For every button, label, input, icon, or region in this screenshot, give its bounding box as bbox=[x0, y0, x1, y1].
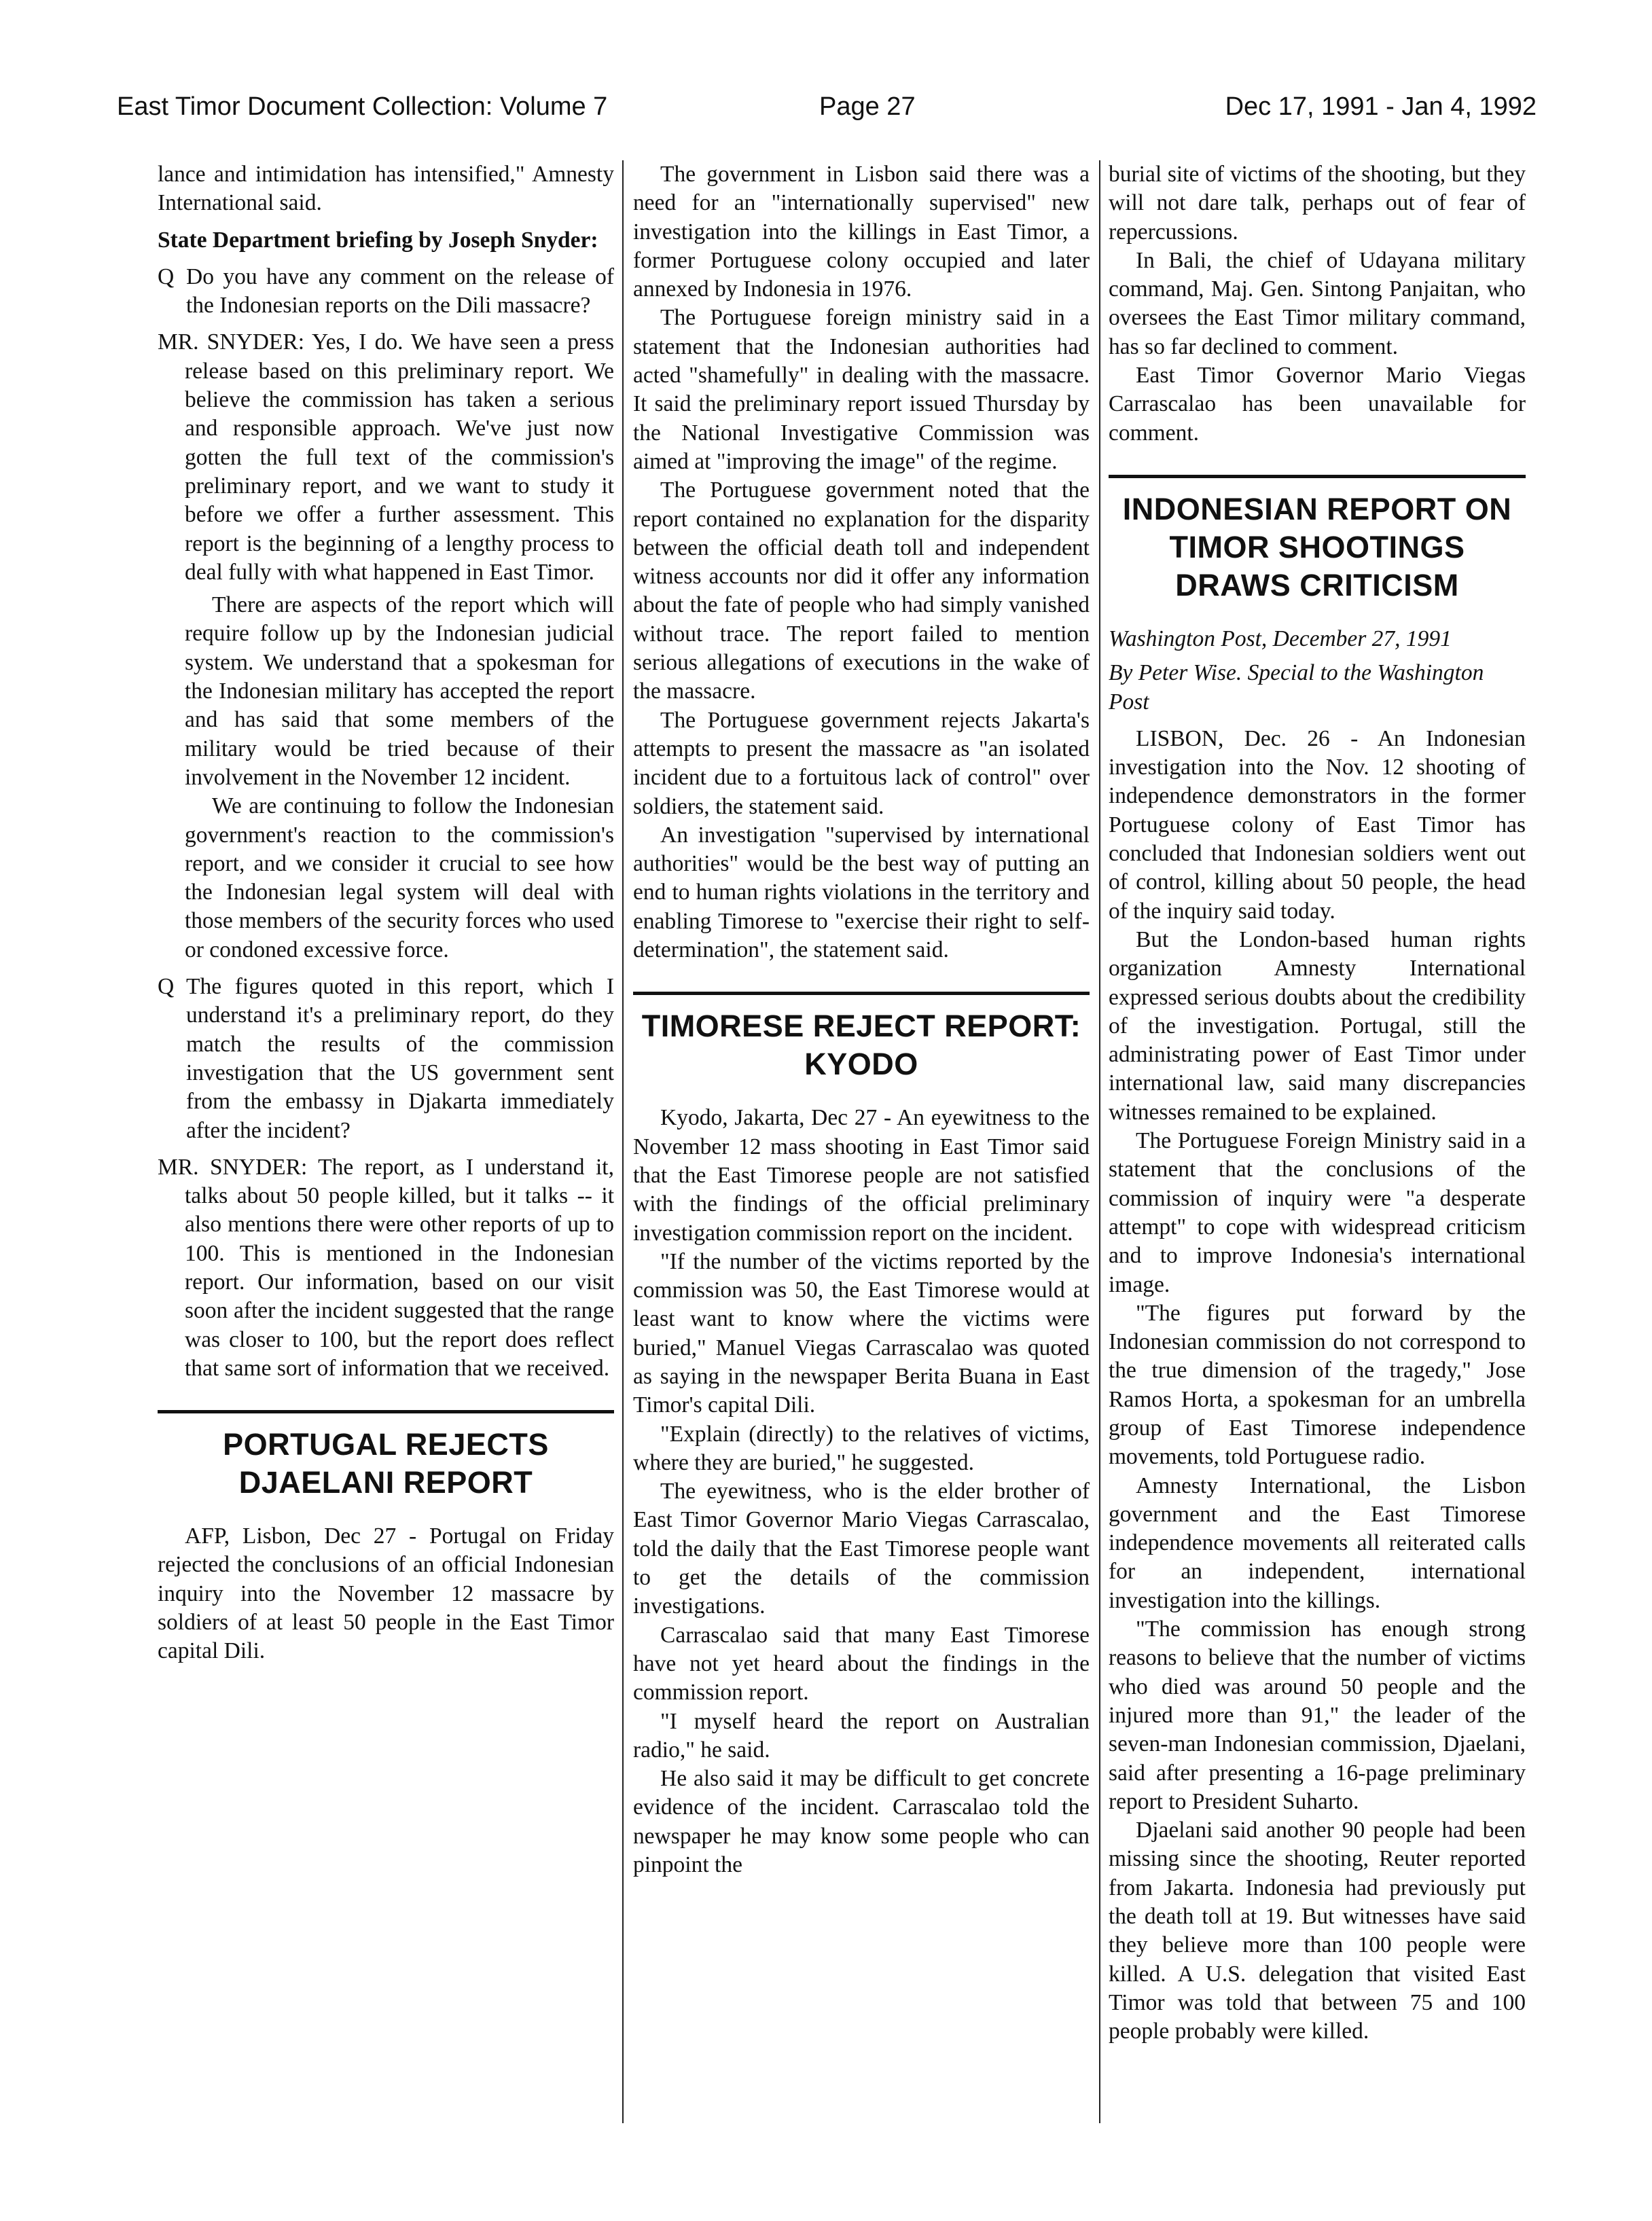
paragraph: East Timor Governor Mario Viegas Carrascalao has been unavailable for comment. bbox=[1109, 363, 1526, 446]
paragraph: Amnesty International, the Lisbon government and the East Timorese independence movements all reiterated calls for an independent, international investigation into the killings. bbox=[1109, 1473, 1526, 1613]
column-3 bbox=[1109, 160, 1526, 2130]
question-text: Do you have any comment on the release of the Indonesian reports on the Dili massacre? bbox=[186, 264, 614, 319]
paragraph: burial site of victims of the shooting, but they will not dare talk, perhaps out of fear of repercussions. bbox=[1109, 162, 1526, 245]
paragraph: LISBON, Dec. 26 - An Indonesian investigation into the Nov. 12 shooting of independence demonstrators in the former Portuguese colony of East Timor has concluded that Indonesian soldiers went out of control, killing about 50 people, the head of the inquiry said today. bbox=[1109, 725, 1526, 924]
briefing-heading: State Department briefing by Joseph Snyder: bbox=[158, 227, 598, 253]
article-source: Washington Post, December 27, 1991 bbox=[1109, 626, 1452, 651]
paragraph: The Portuguese Foreign Ministry said in a statement that the conclusions of the commission of inquiry were "a desperate attempt" to cope with widespread criticism and to improve Indonesia's international image. bbox=[1109, 1128, 1526, 1297]
article-section bbox=[633, 992, 1090, 1879]
answer-continuation bbox=[158, 591, 614, 964]
question-text: The figures quoted in this report, which I understand it's a preliminary report, do they match the results of the commission investigation that the US government sent from the embassy in Djakarta immediately after the incident? bbox=[186, 974, 614, 1143]
article-section bbox=[1109, 475, 1526, 2046]
column-divider bbox=[622, 160, 624, 2123]
answer-text: Yes, I do. We have seen a press release based on this preliminary report. We believe the commission has taken a serious and responsible approach. We've just now gotten the full text of the commission's preliminary report, and we want to study it before we offer a further assessment. This report is the beginning of a lengthy process to deal fully with what happened in East Timor. bbox=[185, 329, 614, 585]
speaker-label: MR. SNYDER: bbox=[158, 329, 305, 355]
question-block bbox=[158, 973, 614, 1145]
page-header bbox=[117, 92, 1537, 133]
paragraph: Kyodo, Jakarta, Dec 27 - An eyewitness to the November 12 mass shooting in East Timor said that the East Timorese people are not satisfied with the findings of the official preliminary investigation commission report on the incident. bbox=[633, 1105, 1090, 1246]
paragraph: The Portuguese government rejects Jakarta's attempts to present the massacre as "an isolated incident due to a fortuitous lack of control" over soldiers, the statement said. bbox=[633, 707, 1090, 819]
paragraph: But the London-based human rights organization Amnesty International expressed serious doubts about the credibility of the investigation. Portugal, still the administrating power of East Timor under international law, said many discrepancies witnesses remained to be explained. bbox=[1109, 926, 1526, 1125]
column-1 bbox=[158, 160, 614, 2130]
page-number: Page 27 bbox=[819, 92, 916, 121]
paragraph: "If the number of the victims reported by the commission was 50, the East Timorese would at least want to know where the victims were buried," Manuel Viegas Carrascalao was quoted as saying in the newspaper Berita Buana in East Timor's capital Dili. bbox=[633, 1248, 1090, 1418]
paragraph: We are continuing to follow the Indonesian government's reaction to the commission's report, and we consider it crucial to see how the Indonesian legal system will deal with those members of the security forces who used or condoned excessive force. bbox=[185, 793, 614, 962]
paragraph: The eyewitness, who is the elder brother of East Timor Governor Mario Viegas Carrascalao, told the daily that the East Timorese people want to get the details of the commission investigations. bbox=[633, 1479, 1090, 1619]
paragraph: Carrascalao said that many East Timorese have not yet heard about the findings in the commission report. bbox=[633, 1622, 1090, 1705]
article-section bbox=[158, 1410, 614, 1665]
date-range: Dec 17, 1991 - Jan 4, 1992 bbox=[1225, 92, 1537, 121]
answer-block bbox=[158, 328, 614, 587]
speaker-label: MR. SNYDER: bbox=[158, 1154, 308, 1180]
article-headline: INDONESIAN REPORT ON TIMOR SHOOTINGS DRAWS CRITICISM bbox=[1122, 491, 1512, 602]
paragraph: There are aspects of the report which will require follow up by the Indonesian judicial system. We understand that a spokesman for the Indonesian military has accepted the report and has said that some members of the military would be tried because of their involvement in the November 12 incident. bbox=[185, 592, 614, 790]
paragraph: Djaelani said another 90 people had been missing since the shooting, Reuter reported from Jakarta. Indonesia had previously put the death toll at 19. But witnesses have said they believe more than 100 people were killed. A U.S. delegation that visited East Timor was told that between 75 and 100 people probably were killed. bbox=[1109, 1818, 1526, 2044]
paragraph: "The commission has enough strong reasons to believe that the number of victims who died was around 50 people and the injured more than 91," the leader of the seven-man Indonesian commission, Djaelani, said after presenting a 16-page preliminary report to President Suharto. bbox=[1109, 1617, 1526, 1814]
question-label: Q bbox=[158, 974, 175, 1000]
answer-block bbox=[158, 1153, 614, 1383]
paragraph: In Bali, the chief of Udayana military command, Maj. Gen. Sintong Panjaitan, who oversees the East Timor military command, has so far declined to comment. bbox=[1109, 247, 1526, 359]
paragraph: The Portuguese foreign ministry said in a statement that the Indonesian authorities had acted "shamefully" in dealing with the massacre. It said the preliminary report issued Thursday by the National Investigative Commission was aimed at "improving the image" of the regime. bbox=[633, 305, 1090, 474]
article-byline: By Peter Wise. Special to the Washington Post bbox=[1109, 660, 1484, 715]
paragraph: "I myself heard the report on Australian radio," he said. bbox=[633, 1708, 1090, 1763]
question-block bbox=[158, 263, 614, 321]
answer-text: The report, as I understand it, talks about 50 people killed, but it talks -- it also mentions there were other reports of up to 100. This is mentioned in the Indonesian report. Our information, based on our visit soon after the incident suggested that the range was closer to 100, but the report does reflect that same sort of information that we received. bbox=[185, 1154, 614, 1381]
column-divider bbox=[1099, 160, 1100, 2123]
paragraph: The Portuguese government noted that the report contained no explanation for the disparity between the official death toll and independent witness accounts nor did it offer any information about the fate of people who had simply vanished without trace. The report failed to mention serious allegations of executions in the wake of the massacre. bbox=[633, 477, 1090, 704]
column-2 bbox=[633, 160, 1090, 2150]
paragraph: AFP, Lisbon, Dec 27 - Portugal on Friday rejected the conclusions of an official Indonesian inquiry into the November 12 massacre by soldiers of at least 50 people in the East Timor capital Dili. bbox=[158, 1523, 614, 1664]
paragraph: An investigation "supervised by international authorities" would be the best way of putting an end to human rights violations in the territory and enabling Timorese to "exercise their right to self-determination", the statement said. bbox=[633, 822, 1090, 963]
paragraph: lance and intimidation has intensified," Amnesty International said. bbox=[158, 162, 614, 216]
question-label: Q bbox=[158, 264, 175, 289]
article-headline: TIMORESE REJECT REPORT: KYODO bbox=[641, 1009, 1081, 1082]
paragraph: "Explain (directly) to the relatives of victims, where they are buried," he suggested. bbox=[633, 1421, 1090, 1475]
paragraph: The government in Lisbon said there was a need for an "internationally supervised" new investigation into the killings in East Timor, a former Portuguese colony occupied and later annexed by Indonesia in 1976. bbox=[633, 162, 1090, 302]
collection-title: East Timor Document Collection: Volume 7 bbox=[117, 92, 608, 121]
paragraph: "The figures put forward by the Indonesian commission do not correspond to the true dimension of the tragedy," Jose Ramos Horta, a spokesman for an umbrella group of East Timorese independence movements, told Portuguese radio. bbox=[1109, 1300, 1526, 1470]
article-headline: PORTUGAL REJECTS DJAELANI REPORT bbox=[223, 1427, 549, 1500]
paragraph: He also said it may be difficult to get concrete evidence of the incident. Carrascalao told the newspaper he may know some people who can pinpoint the bbox=[633, 1766, 1090, 1878]
